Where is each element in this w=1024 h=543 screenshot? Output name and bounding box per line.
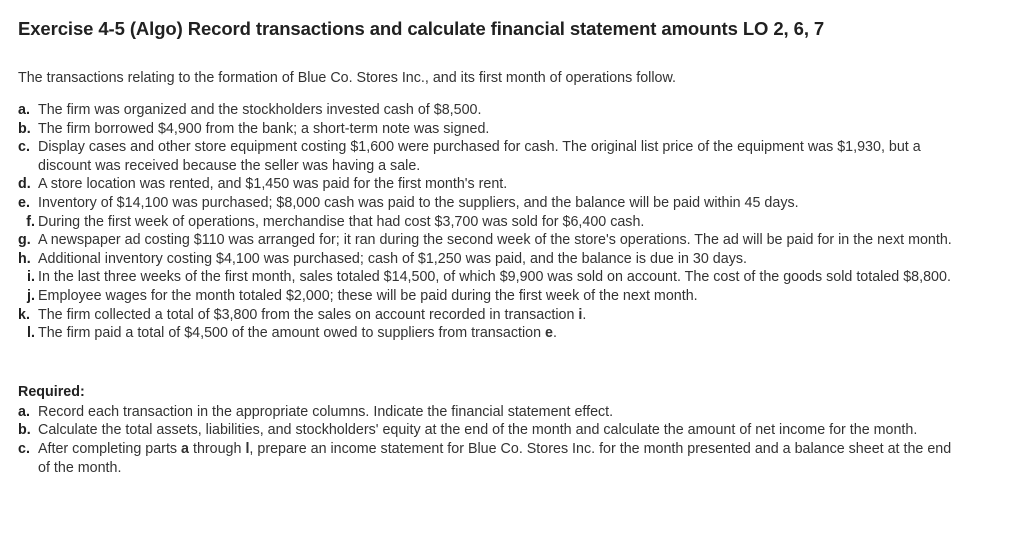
transaction-letter: i.: [27, 269, 35, 286]
required-text-part: through: [189, 440, 246, 457]
transaction-text: During the first week of operations, merchandise that had cost $3,700 was sold for $6,400 cash.: [38, 213, 645, 230]
transaction-text-part: The firm collected a total of $3,800 from the sales on account recorded in transaction: [38, 306, 579, 323]
required-item: [18, 421, 1006, 440]
transaction-text: A newspaper ad costing $110 was arranged for; it ran during the second week of the store's operations. The ad will be paid for in the next month.: [38, 232, 952, 249]
required-list: [18, 403, 1006, 477]
transaction-letter: f.: [26, 213, 35, 230]
transaction-ref: i: [578, 306, 583, 323]
transaction-letter: e.: [18, 194, 30, 211]
transaction-text: In the last three weeks of the first month, sales totaled $14,500, of which $9,900 was sold on account. The cost of the goods sold totaled $8,800.: [38, 269, 951, 286]
transaction-text-part: The firm paid a total of $4,500 of the amount owed to suppliers from transaction: [38, 325, 546, 342]
transaction-item: [18, 120, 1006, 139]
required-section: [18, 383, 1006, 477]
part-ref: a: [181, 440, 189, 457]
transaction-letter: d.: [18, 176, 31, 193]
transaction-item: [18, 213, 1006, 232]
required-letter: c.: [18, 440, 30, 457]
intro-text: The transactions relating to the formation of Blue Co. Stores Inc., and its first month of operations follow.: [18, 70, 676, 86]
required-letter: a.: [18, 403, 30, 420]
transaction-item: [18, 268, 1006, 287]
transaction-text-part: .: [552, 325, 557, 342]
transaction-item: [18, 306, 1006, 325]
transaction-item: [18, 101, 1006, 120]
transaction-item: [18, 175, 1006, 194]
transaction-letter: a.: [18, 102, 30, 118]
required-text-part: After completing parts: [38, 440, 182, 457]
transaction-text: Employee wages for the month totaled $2,000; these will be paid during the first week of the next month.: [38, 287, 698, 304]
transaction-text: Display cases and other store equipment costing $1,600 were purchased for cash. The original list price of the equipment was $1,930, but a discount was received because the seller was having a sale.: [38, 139, 921, 174]
transaction-ref: e: [545, 325, 553, 342]
transaction-item: [18, 324, 1006, 343]
transaction-text: A store location was rented, and $1,450 was paid for the first month's rent.: [38, 176, 508, 193]
transaction-item: [18, 138, 1006, 175]
exercise-title: Exercise 4-5 (Algo) Record transactions and calculate financial statement amounts LO 2, 6, 7: [18, 18, 825, 39]
transaction-letter: k.: [18, 306, 30, 323]
transaction-letter: b.: [18, 120, 31, 137]
transactions-list: [18, 101, 1006, 343]
transaction-item: [18, 231, 1006, 250]
transaction-letter: h.: [18, 250, 31, 267]
part-ref: l: [245, 440, 250, 457]
transaction-letter: j.: [27, 287, 35, 304]
transaction-item: [18, 250, 1006, 269]
required-letter: b.: [18, 422, 31, 439]
required-item: [18, 440, 1006, 477]
required-item: [18, 403, 1006, 422]
transaction-item: [18, 287, 1006, 306]
transaction-text: The firm was organized and the stockholders invested cash of $8,500.: [38, 102, 482, 118]
transaction-letter: g.: [18, 232, 31, 249]
transaction-text: [38, 324, 1006, 343]
required-text-part: , prepare an income statement for Blue Co. Stores Inc. for the month presented and a balance sheet at the end of the month.: [38, 440, 952, 476]
transaction-text: [38, 306, 1006, 325]
required-heading: Required:: [18, 383, 85, 400]
transaction-text-part: .: [582, 306, 587, 323]
transaction-text: The firm borrowed $4,900 from the bank; a short-term note was signed.: [38, 120, 490, 137]
transaction-letter: l.: [27, 325, 35, 342]
required-text: Record each transaction in the appropriate columns. Indicate the financial statement effect.: [38, 403, 614, 420]
transaction-letter: c.: [18, 139, 30, 156]
required-text: [38, 440, 1006, 477]
transaction-text: Additional inventory costing $4,100 was purchased; cash of $1,250 was paid, and the balance is due in 30 days.: [38, 250, 747, 267]
transaction-text: Inventory of $14,100 was purchased; $8,000 cash was paid to the suppliers, and the balance will be paid within 45 days.: [38, 194, 799, 211]
required-text: Calculate the total assets, liabilities, and stockholders' equity at the end of the month and calculate the amount of net income for the month.: [38, 422, 918, 439]
transaction-item: [18, 194, 1006, 213]
